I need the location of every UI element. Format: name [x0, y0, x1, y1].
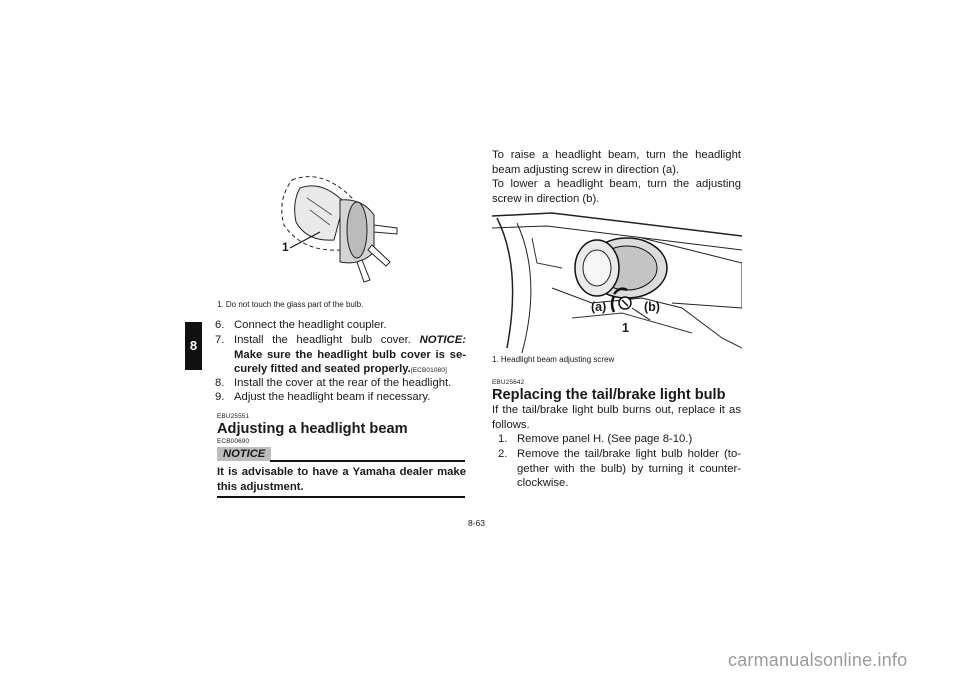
- step-number: 7.: [215, 334, 225, 346]
- step-number: 9.: [215, 391, 225, 403]
- notice-inline-code: [ECB01080]: [410, 367, 447, 374]
- headlight-adjusting-screw-illustration: [492, 208, 742, 353]
- step-number: 6.: [215, 319, 225, 331]
- intro-paragraph-raise: To raise a headlight beam, turn the headlight beam adjusting screw in direction (a).: [492, 149, 741, 176]
- headlight-bulb-illustration: [262, 170, 422, 290]
- notice-code: ECB00690: [217, 438, 250, 445]
- section-heading: Adjusting a headlight beam: [217, 421, 408, 437]
- step-1: [498, 432, 741, 447]
- intro-paragraph-lower: To lower a headlight beam, turn the adjusting screw in direction (b).: [492, 178, 741, 205]
- step-6: [215, 318, 466, 333]
- notice-top-rule: [270, 460, 465, 462]
- step-2: [498, 447, 741, 491]
- step-7: [215, 333, 466, 377]
- step-8: [215, 376, 466, 391]
- step-number: 1.: [498, 433, 508, 445]
- section-heading: Replacing the tail/brake light bulb: [492, 387, 726, 403]
- screw-figure-caption: 1. Headlight beam adjusting screw: [492, 355, 615, 364]
- step-text: Remove panel H. (See page 8-10.): [517, 433, 693, 445]
- bulb-figure-caption: 1. Do not touch the glass part of the bulb.: [217, 300, 364, 309]
- chapter-tab: 8: [185, 322, 202, 370]
- direction-a-label: (a): [591, 300, 607, 314]
- direction-b-label: (b): [644, 300, 660, 314]
- section-code: EBU25551: [217, 413, 250, 420]
- section-intro: If the tail/brake light bulb burns out, replace it as follows.: [492, 404, 741, 431]
- notice-inline-label: NOTICE:: [419, 334, 467, 346]
- step-9: [215, 390, 466, 405]
- section-code: EBU25642: [492, 379, 525, 386]
- notice-label: NOTICE: [217, 447, 271, 461]
- step-text: Adjust the headlight beam if necessary.: [234, 391, 431, 403]
- page-number: 8-63: [468, 518, 486, 528]
- step-text: Install the cover at the rear of the headlight.: [234, 377, 452, 389]
- notice-bottom-rule: [217, 496, 465, 498]
- screw-callout-number: 1: [622, 321, 629, 335]
- step-number: 2.: [498, 448, 508, 460]
- step-text: [215, 333, 466, 377]
- step-text: Remove the tail/brake light bulb holder (to-gether with the bulb) by turning it counter-clockwise.: [517, 448, 741, 489]
- bulb-callout-number: 1: [282, 240, 289, 254]
- step-text: Connect the headlight coupler.: [234, 319, 387, 331]
- notice-inline-text: Make sure the headlight bulb cover is se-curely fitted and seated properly.: [234, 348, 466, 375]
- step-number: 8.: [215, 377, 225, 389]
- step-7-text: Install the headlight bulb cover.: [234, 334, 411, 346]
- notice-text: It is advisable to have a Yamaha dealer make this adjustment.: [217, 466, 466, 493]
- footer-watermark[interactable]: carmanualsonline.info: [728, 650, 908, 670]
